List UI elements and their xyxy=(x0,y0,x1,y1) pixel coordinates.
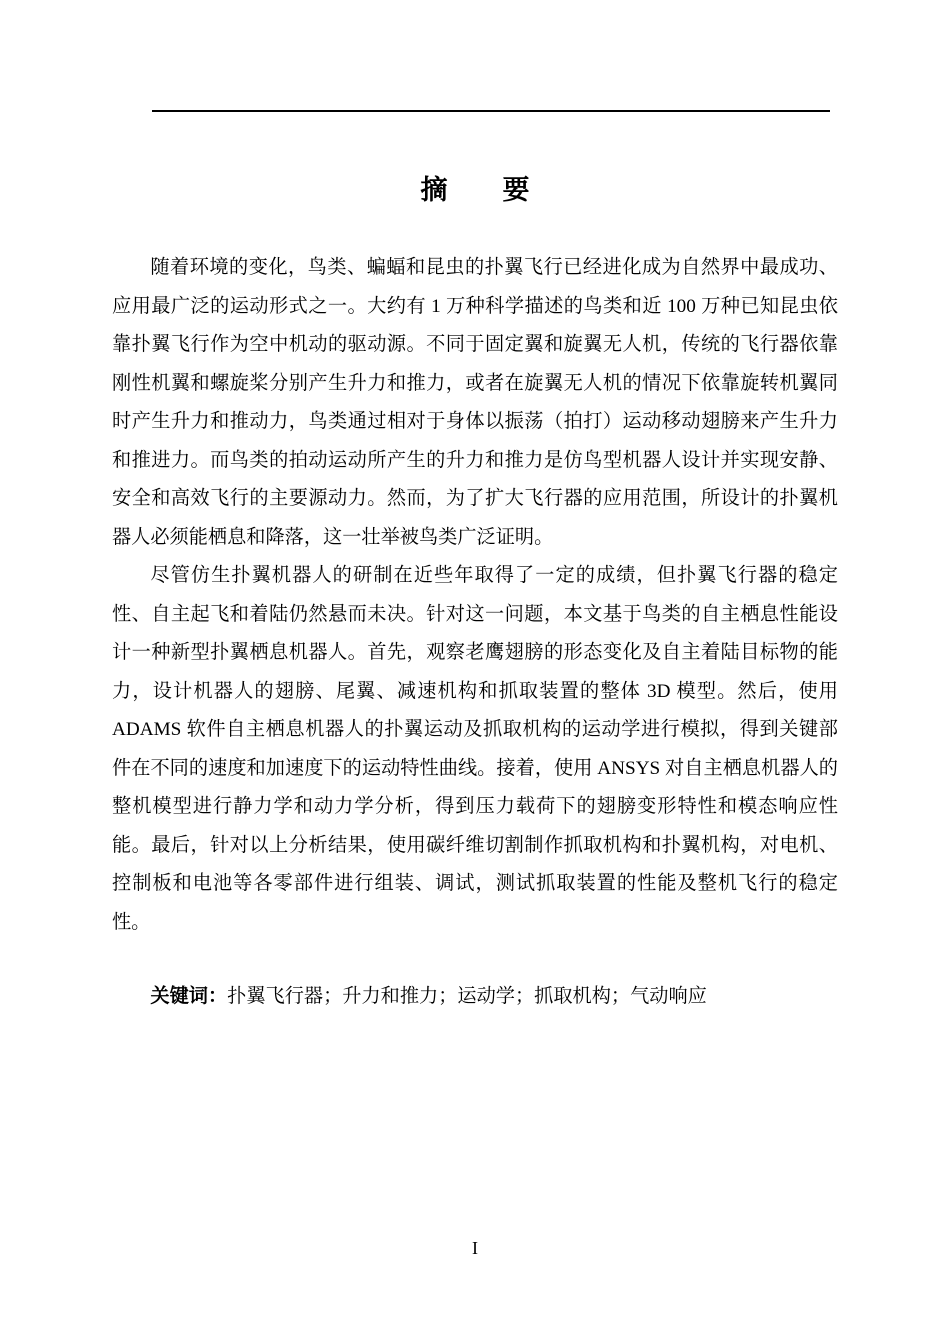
page-title: 摘 要 xyxy=(420,175,544,205)
paragraph-2: 尽管仿生扑翼机器人的研制在近些年取得了一定的成绩，但扑翼飞行器的稳定性、自主起飞和着陆仍然悬而未决。针对这一问题，本文基于鸟类的自主栖息性能设计一种新型扑翼栖息机器人。首先，观察老鹰翅膀的形态变化及自主着陆目标物的能力，设计机器人的翅膀、尾翼、减速机构和抓取装置的整体 3D 模型。然后，使用 ADAMS 软件自主栖息机器人的扑翼运动及抓取机构的运动学进行模拟，得到关键部件在不同的速度和加速度下的运动特性曲线。接着，使用 ANSYS 对自主栖息机器人的整机模型进行静力学和动力学分析，得到压力载荷下的翅膀变形特性和模态响应性能。最后，针对以上分析结果，使用碳纤维切割制作抓取机构和扑翼机构，对电机、控制板和电池等各零部件进行组装、调试，测试抓取装置的性能及整机飞行的稳定性。 xyxy=(112,565,838,933)
header-rule xyxy=(152,110,830,112)
abstract-body xyxy=(112,249,838,1017)
keywords-label: 关键词： xyxy=(150,986,228,1007)
keywords-line xyxy=(112,978,838,1017)
page-number: I xyxy=(472,1238,478,1258)
keywords-text: 扑翼飞行器；升力和推力；运动学；抓取机构；气动响应 xyxy=(227,986,707,1007)
paragraph-1: 随着环境的变化，鸟类、蝙蝠和昆虫的扑翼飞行已经进化成为自然界中最成功、应用最广泛的运动形式之一。大约有 1 万种科学描述的鸟类和近 100 万种已知昆虫依靠扑翼飞行作为空中机动的驱动源。不同于固定翼和旋翼无人机，传统的飞行器依靠刚性机翼和螺旋桨分别产生升力和推力，或者在旋翼无人机的情况下依靠旋转机翼同时产生升力和推动力，鸟类通过相对于身体以振荡（拍打）运动移动翅膀来产生升力和推进力。而鸟类的拍动运动所产生的升力和推力是仿鸟型机器人设计并实现安静、安全和高效飞行的主要源动力。然而，为了扩大飞行器的应用范围，所设计的扑翼机器人必须能栖息和降落，这一壮举被鸟类广泛证明。 xyxy=(112,257,838,548)
